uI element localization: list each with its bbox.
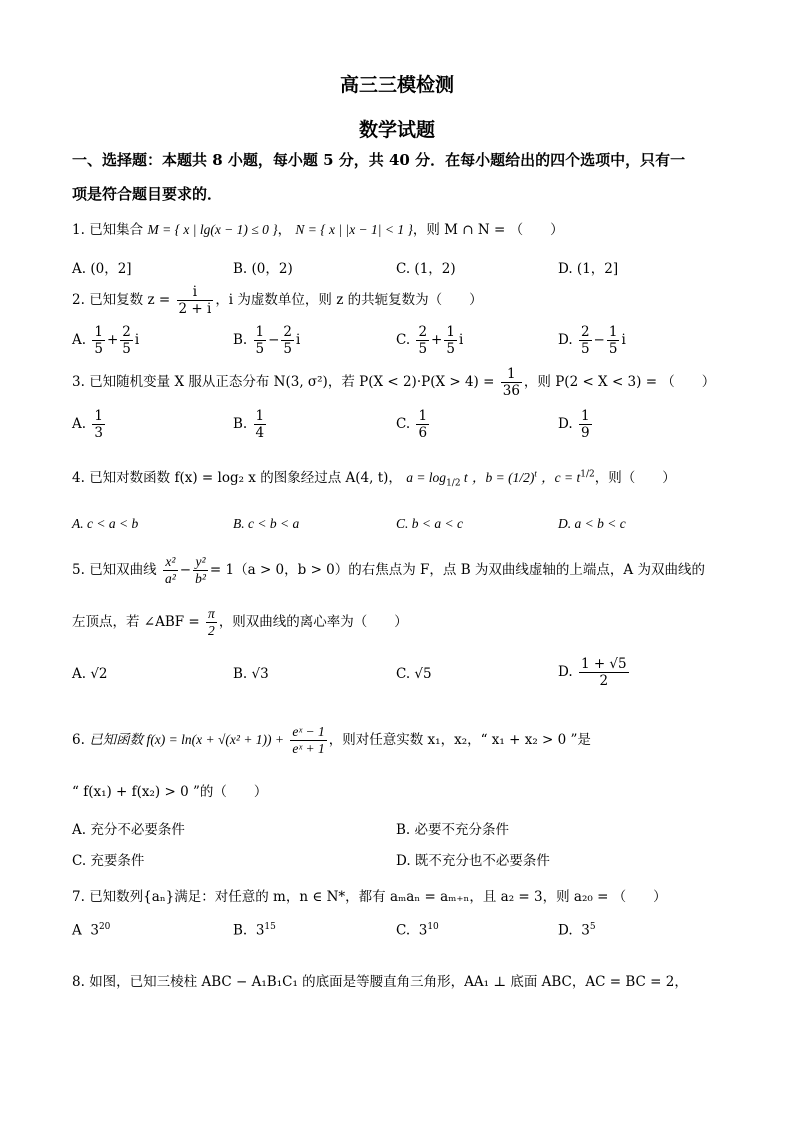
q4-option-a: A. c < a < b [72, 516, 139, 531]
question-7: 7. 已知数列{aₙ}满足：对任意的 m，n ∈ N*，都有 aₘaₙ = aₘ₊ₙ，且 a₂ = 3，则 a₂₀ = （ ） [72, 889, 667, 905]
q2-option-c: C. $\frac{2}{5}$ + $\frac{1}{5}$ i [396, 324, 464, 357]
q1-option-d: D. (1，2] [558, 261, 619, 277]
q6-option-c: C. 充要条件 [72, 853, 145, 869]
q5-option-a: A. √2 [72, 666, 108, 682]
page-title: 高三三模检测 [339, 74, 454, 96]
question-5-line-2: 左顶点，若 ∠ABF = $\frac{\pi}{2}$ ，则双曲线的离心率为（ ） [72, 606, 408, 638]
question-4: 4. 已知对数函数 f(x) = log₂ x 的图象经过点 A(4, t)， $a = \log_{1/2} t$ ，$b = (1/2)^t$ ，$c = t^{1/2}$，则（ ） [72, 468, 676, 489]
q1-option-b: B. (0，2) [233, 261, 293, 277]
q1-option-c: C. (1，2) [396, 261, 456, 277]
q1-option-a: A. (0，2] [72, 261, 132, 277]
q3-option-d: D. $\frac{1}{9}$ [558, 408, 590, 441]
question-8: 8. 如图，已知三棱柱 ABC − A₁B₁C₁ 的底面是等腰直角三角形，AA₁ ⊥ 底面 ABC，AC = BC = 2， [72, 974, 688, 990]
question-3: 3. 已知随机变量 X 服从正态分布 N(3, σ²)，若 P(X < 2)·P(X > 4) = $\frac{1}{36}$ ，则 P(2 < X < 3) = （ ） [72, 366, 716, 399]
q2-option-b: B. $\frac{1}{5}$ − $\frac{2}{5}$ i [233, 324, 301, 357]
q6-option-b: B. 必要不充分条件 [396, 822, 510, 838]
question-6-line-2: “ f(x₁) + f(x₂) > 0 ”的（ ） [72, 784, 268, 800]
q7-option-c: C. $3^{10}$ [396, 922, 439, 939]
q5-option-c: C. √5 [396, 666, 432, 682]
section-heading: 一、选择题：本题共 8 小题，每小题 5 分，共 40 分．在每小题给出的四个选项中，只有一 项是符合题目要求的． [72, 151, 686, 203]
q3-option-a: A. $\frac{1}{3}$ [72, 408, 103, 441]
question-1: 1. 已知集合 M = { x | lg(x − 1) ≤ 0 }， N = { x | |x − 1| < 1 }，则 M ∩ N = （ ） [72, 222, 564, 238]
q2-option-d: D. $\frac{2}{5}$ − $\frac{1}{5}$ i [558, 324, 626, 357]
q6-option-a: A. 充分不必要条件 [72, 822, 185, 838]
question-2: 2. 已知复数 z = $\frac{i}{2 + i}$ ，i 为虚数单位，则 z 的共轭复数为（ ） [72, 284, 483, 317]
q6-option-d: D. 既不充分也不必要条件 [396, 853, 550, 869]
question-5: 5. 已知双曲线 $\frac{\text{x²}}{\text{a²}}$ − $\frac{\text{y²}}{\text{b²}}$ = 1（a > 0，b > 0）的右焦点为 F，点 B 为双曲线虚轴的上端点，A 为双曲线的 [72, 554, 705, 586]
q3-option-c: C. $\frac{1}{6}$ [396, 408, 428, 441]
q7-option-b: B. $3^{15}$ [233, 922, 276, 939]
page-subtitle: 数学试题 [358, 119, 435, 141]
q5-option-b: B. √3 [233, 666, 269, 682]
q3-option-b: B. $\frac{1}{4}$ [233, 408, 265, 441]
q7-option-a: A $3^{20}$ [72, 922, 111, 939]
q4-option-b: B. c < b < a [233, 516, 300, 531]
q2-option-a: A. $\frac{1}{5}$ + $\frac{2}{5}$ i [72, 324, 140, 357]
q4-option-d: D. a < b < c [558, 516, 626, 531]
question-6: 6. 已知函数 f(x) = ln(x + √(x² + 1)) + $\frac{\text{eˣ − 1}}{\text{eˣ + 1}}$ ，则对任意实数 x₁，x₂，“ x₁ + x₂ > 0 ”是 [72, 724, 591, 756]
q7-option-d: D. $3^5$ [558, 922, 596, 939]
q5-option-d: D. $\frac{1 + √5}{2}$ [558, 656, 627, 689]
q4-option-c: C. b < a < c [396, 516, 463, 531]
